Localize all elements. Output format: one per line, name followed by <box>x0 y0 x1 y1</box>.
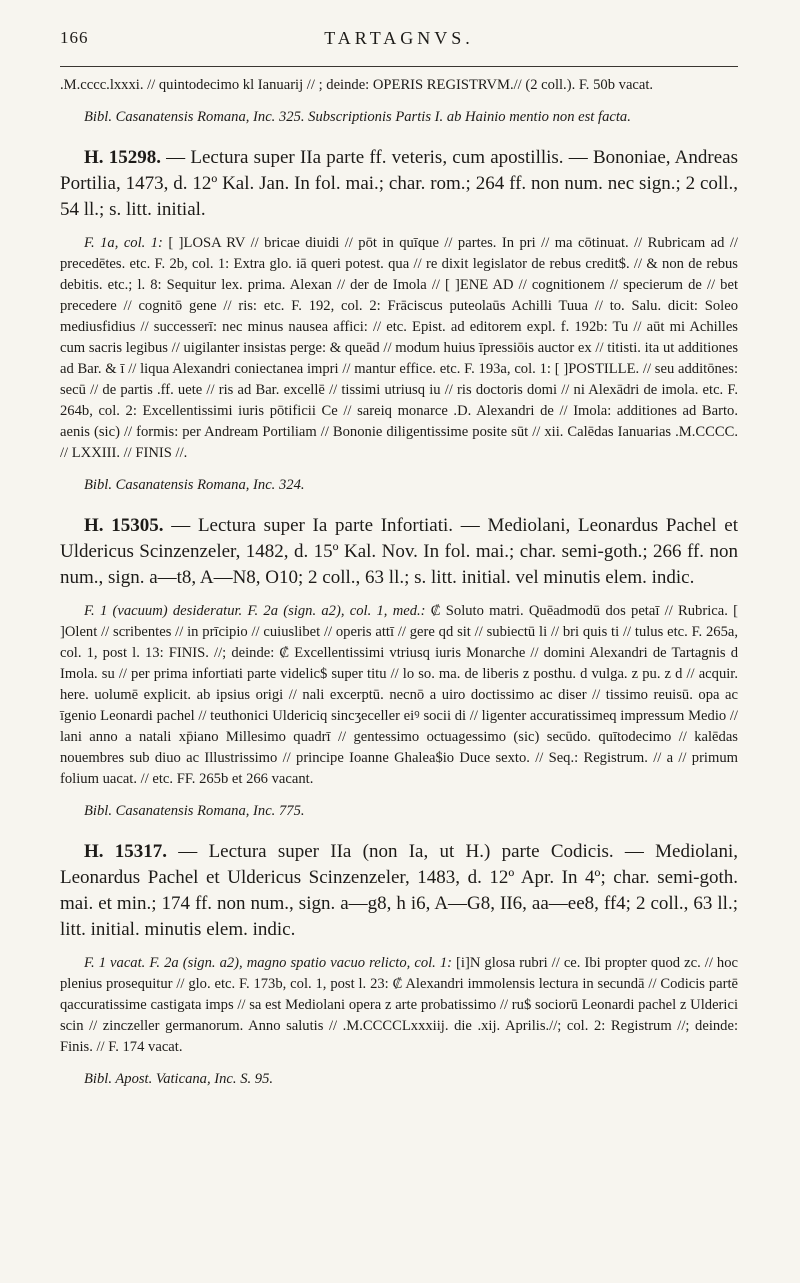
entry-description <box>60 953 738 1058</box>
entry-heading-text: — Lectura super IIa parte ff. veteris, cum apostillis. — Bononiae, Andreas Portilia, 1473, d. 12º Kal. Jan. In fol. mai.; char. rom.; 264 ff. non num. nec sign.; 2 coll., 54 ll.; s. litt. initial. <box>60 147 738 220</box>
entry-heading <box>60 145 738 223</box>
page-number: 166 <box>60 28 89 47</box>
entry-id: H. 15305. <box>84 515 164 536</box>
entry-bibl: Bibl. Casanatensis Romana, Inc. 775. <box>84 803 305 819</box>
entry-description-body: [i]N glosa rubri // ce. Ibi propter quod zc. // hoc plenius prosequitur // glo. etc. F. 173b, col. 1, post l. 23: ₡ Alexandri immolensis lectura in secundā // Codicis partē qaccuratissime castigata imps // sa est Mediolani opera z arte probatissimo // ru$ sociorū Leonardi pachel z Ulderici scin // zinczeller germanorum. Anno salutis // .M.CCCCLxxxiij. die .xij. Aprilis.//; col. 2: Registrum //; deinde: Finis. // F. 174 vacat. <box>60 955 738 1055</box>
entry-description <box>60 601 738 790</box>
entry-description-body: ₡ Soluto matri. Quēadmodū dos petaī // Rubrica. [ ]Olent // scribentes // in prīcipio // cuiuslibet // operis attī // gere qd sit // subiectū li // bri quis ti // tulus etc. F. 265a, col. 1, post l. 13: FINIS. //; deinde: ₡ Excellentissimi vtriusq iuris Monarche // domini Alexandri de Tartagnis d Imola. su // per prima infortiati parte videlic$ super titu // lo so. ma. de liberis z posthu. d vulga. z pu. z d // acquir. here. uolumē explicit. ab ipsius origi // nali excerptū. necnō a uiro doctissimo ac diser // tissimo reuisū. opa ac īgenio Leonardi pachel // teuthonici Uldericiq sincʒeceller eiꝰ socii di // ligenter accuratissimeq impressum Medio // lani anno a natali xp̄iano Millesimo quadrī // gentessimo octuagessimo (sic) secūdo. quītodecimo // kalēdas nouembres sub diuo ac Illustrissimo // principe Ioanne Ghalea$io Duce sexto. // Seq.: Registrum. // a // primum folium uacat. // etc. FF. 265b et 266 vacant. <box>60 603 739 787</box>
entry-heading <box>60 839 738 943</box>
entry-description-lead: F. 1 vacat. F. 2a (sign. a2), magno spatio vacuo relicto, col. 1: <box>84 955 453 971</box>
entry-id: H. 15298. <box>84 147 161 168</box>
entry-heading-text: — Lectura super IIa (non Ia, ut H.) parte Codicis. — Mediolani, Leonardus Pachel et Uldericus Scinzenzeler, 1483, d. 12º Apr. In 4º; char. semi-goth. mai. et min.; 174 ff. non num., sign. a—g8, h i6, A—G8, II6, aa—ee8, ff4; 2 coll., 63 ll.; litt. initial. minutis elem. indic. <box>60 841 738 940</box>
entry-bibl: Bibl. Apost. Vaticana, Inc. S. 95. <box>84 1071 274 1087</box>
page-header <box>60 20 738 67</box>
entry-id: H. 15317. <box>84 841 168 862</box>
entry-description <box>60 233 738 464</box>
page <box>0 20 800 1283</box>
entry-heading-text: — Lectura super Ia parte Infortiati. — Mediolani, Leonardus Pachel et Uldericus Scinzenzeler, 1482, d. 15º Kal. Nov. In fol. mai.; char. semi-goth.; 266 ff. non num., sign. a—t8, A—N8, O10; 2 coll., 63 ll.; s. litt. initial. vel minutis elem. indic. <box>60 515 738 588</box>
page-content <box>60 75 738 1090</box>
running-title: TARTAGNVS. <box>324 28 474 48</box>
entry-continuation-text: .M.cccc.lxxxi. // quintodecimo kl Ianuarij // ; deinde: OPERIS REGISTRVM.// (2 coll.). F. 50b vacat. <box>60 77 654 93</box>
entry-description-body: [ ]LOSA RV // bricae diuidi // pōt in quīque // partes. In pri // ma cōtinuat. // Rubricam ad // precedētes. etc. F. 2b, col. 1: Extra glo. iā queri potest. qua // re dixit legislator de rebus credit$. // & non de rebus debitis. etc.; l. 8: Sequitur lex. prima. Alexan // der de Imola // [ ]ENE AD // cognitionem // specierum de // bet precedere // cognitō gene // ris: etc. F. 192, col. 2: Frāciscus puteolaūs Achilli Tuua // to. Salu. dicit: Soleo mediusfidius // successerī: nec minus nausea affici: // etc. Epist. ad editorem expl. f. 192b: Tu // aūt mi Achilles cum sacris legibus // uigilanter insistas perge: & queād // modum huius īpressiōis auctor ex // titisti. ita ut additiones ad Bar. & ī // liqua Alexandri coniectanea impri // mantur effice. etc. F. 193a, col. 1: [ ]POSTILLE. // seu additōnes: secū // de partis .ff. uete // ris ad Bar. excellē // tissimi utriusq iu // ris doctoris domi // ni Alexādri de imola. etc. F. 264b, col. 2: Excellentissimi iuris pōtificii Ce // sareiq monarce .D. Alexandri de // Imola: additiones ad Barto. aenis (sic) // formis: per Andream Portiliam // Bononie diligentissime posite sūt // xii. Calēdas Ianuarias .M.CCCC. // LXXIII. // FINIS //. <box>60 235 738 461</box>
entry-continuation-bibl: Bibl. Casanatensis Romana, Inc. 325. Subscriptionis Partis I. ab Hainio mentio non est facta. <box>84 109 631 125</box>
entry-description-lead: F. 1 (vacuum) desideratur. F. 2a (sign. a2), col. 1, med.: <box>84 603 426 619</box>
entry-description-lead: F. 1a, col. 1: <box>84 235 163 251</box>
entry-bibl: Bibl. Casanatensis Romana, Inc. 324. <box>84 477 305 493</box>
entry-heading <box>60 513 738 591</box>
